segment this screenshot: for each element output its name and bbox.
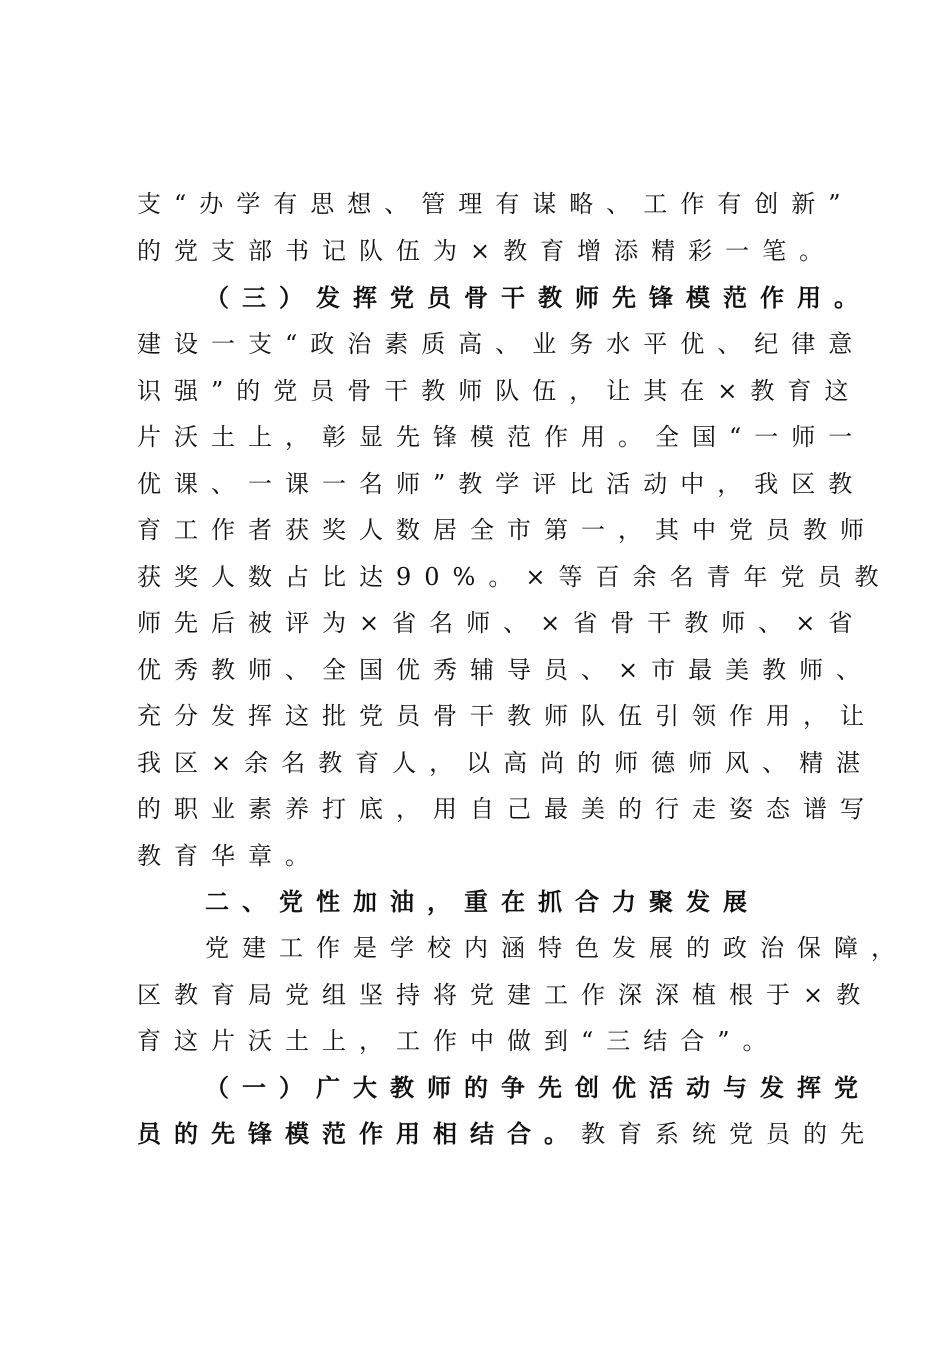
text-line: [137, 650, 874, 690]
heading-text: 二、党性加油，重在抓合力聚发展: [205, 888, 760, 916]
text-line: [137, 557, 892, 597]
line-text: 优秀教师、全国优秀辅导员、×市最美教师、: [137, 656, 874, 684]
heading-text: （三）发挥党员骨干教师先锋模范作用。: [205, 284, 871, 312]
text-line: [137, 975, 874, 1015]
text-line: [137, 789, 877, 829]
line-text: 的党支部书记队伍为×教育增添精彩一笔。: [137, 237, 837, 265]
heading-text: 员的先锋模范作用相结合。: [137, 1120, 581, 1148]
line-text: 教育华章。: [137, 842, 322, 870]
line-text: 党建工作是学校内涵特色发展的政治保障，: [205, 934, 908, 962]
text-line: [137, 603, 866, 643]
line-text: 区教育局党组坚持将党建工作深深植根于×教: [137, 981, 874, 1009]
line-text: 片沃土上，彰显先锋模范作用。全国“一师一: [137, 423, 866, 451]
line-text: 我区×余名教育人，以高尚的师德师风、精湛: [137, 749, 874, 777]
line-text: 支“办学有思想、管理有谋略、工作有创新”: [137, 190, 854, 218]
text-line: [137, 417, 866, 457]
text-line: [137, 464, 866, 504]
line-text: 育工作者获奖人数居全市第一，其中党员教师: [137, 516, 877, 544]
line-text: 充分发挥这批党员骨干教师队伍引领作用，让: [137, 702, 877, 730]
line-text: 的职业素养打底，用自己最美的行走姿态谱写: [137, 795, 877, 823]
line-text: 教育系统党员的先: [581, 1120, 877, 1148]
line-text: 师先后被评为×省名师、×省骨干教师、×省: [137, 609, 866, 637]
text-line: [137, 184, 854, 224]
line-text: 优课、一课一名师”教学评比活动中，我区教: [137, 470, 866, 498]
line-text: 建设一支“政治素质高、业务水平优、纪律意: [137, 330, 866, 358]
section-heading: [205, 1068, 871, 1108]
text-line: [137, 743, 874, 783]
text-line: [137, 1114, 877, 1154]
text-line: [205, 928, 908, 968]
text-line: [137, 510, 877, 550]
section-heading: [205, 278, 871, 318]
line-text: 育这片沃土上，工作中做到“三结合”。: [137, 1027, 780, 1055]
chapter-heading: [205, 882, 817, 922]
text-line: [137, 371, 862, 411]
text-line: [137, 696, 877, 736]
text-line: [137, 836, 817, 876]
line-text: 识强”的党员骨干教师队伍，让其在×教育这: [137, 377, 862, 405]
heading-text: （一）广大教师的争先创优活动与发挥党: [205, 1074, 871, 1102]
text-line: [137, 324, 866, 364]
line-text: 获奖人数占比达90%。×等百余名青年党员教: [137, 563, 892, 591]
text-line: [137, 231, 837, 271]
text-line: [137, 1021, 817, 1061]
